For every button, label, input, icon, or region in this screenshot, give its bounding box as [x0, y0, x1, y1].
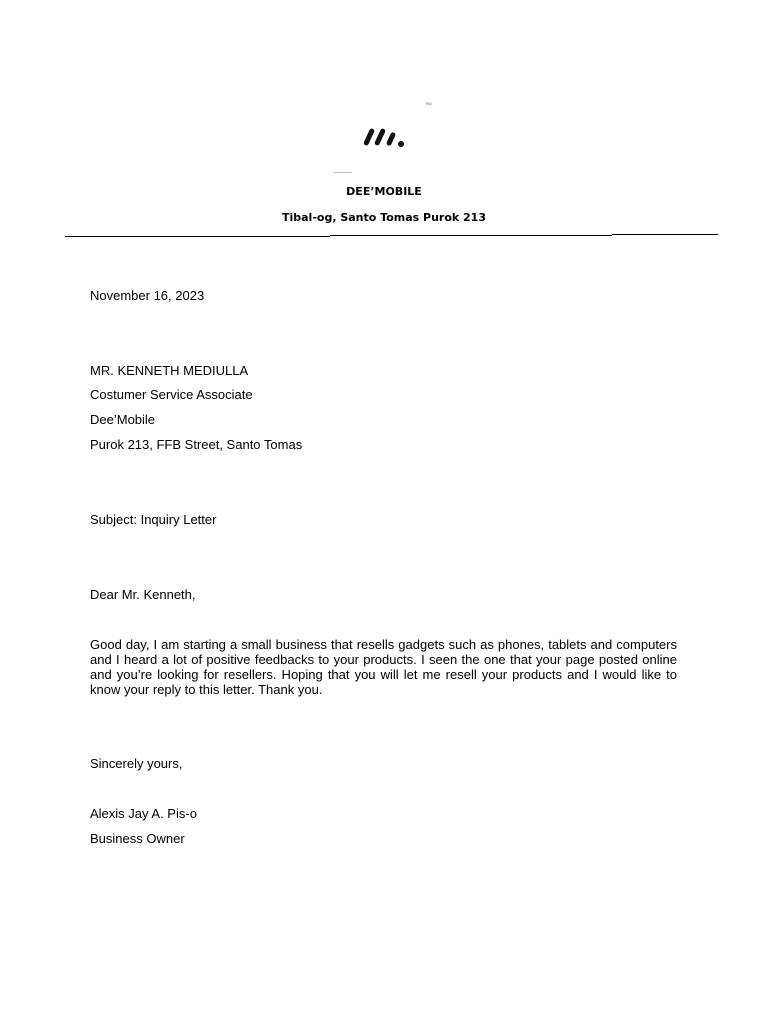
salutation: Dear Mr. Kenneth, — [90, 587, 196, 602]
closing: Sincerely yours, — [90, 756, 183, 771]
header-divider — [330, 235, 612, 236]
header-divider — [65, 236, 330, 237]
svg-text:eG: eG — [426, 102, 432, 106]
recipient-company: Dee’Mobile — [90, 412, 156, 427]
sender-name: Alexis Jay A. Pis-o — [90, 806, 197, 821]
deemobile-logo-icon — [330, 102, 438, 176]
letter-date: November 16, 2023 — [90, 288, 205, 303]
letter-body: Good day, I am starting a small business that resells gadgets such as phones, tablets and computers and I heard a lot of positive feedbacks to your products. I seen the one that your page posted online and you’re looking for resellers. Hoping that you will let me resell your products and I would like to know your reply to this letter. Thank you. — [90, 637, 677, 697]
recipient-name: MR. KENNETH MEDIULLA — [90, 363, 249, 378]
recipient-position: Costumer Service Associate — [90, 387, 253, 402]
recipient-address: Purok 213, FFB Street, Santo Tomas — [90, 437, 303, 452]
header-divider — [612, 234, 718, 235]
subject-line: Subject: Inquiry Letter — [90, 512, 217, 527]
company-name: DEE’MOBILE — [346, 185, 422, 198]
sender-title: Business Owner — [90, 831, 185, 846]
company-address: Tibal-og, Santo Tomas Purok 213 — [281, 211, 486, 224]
